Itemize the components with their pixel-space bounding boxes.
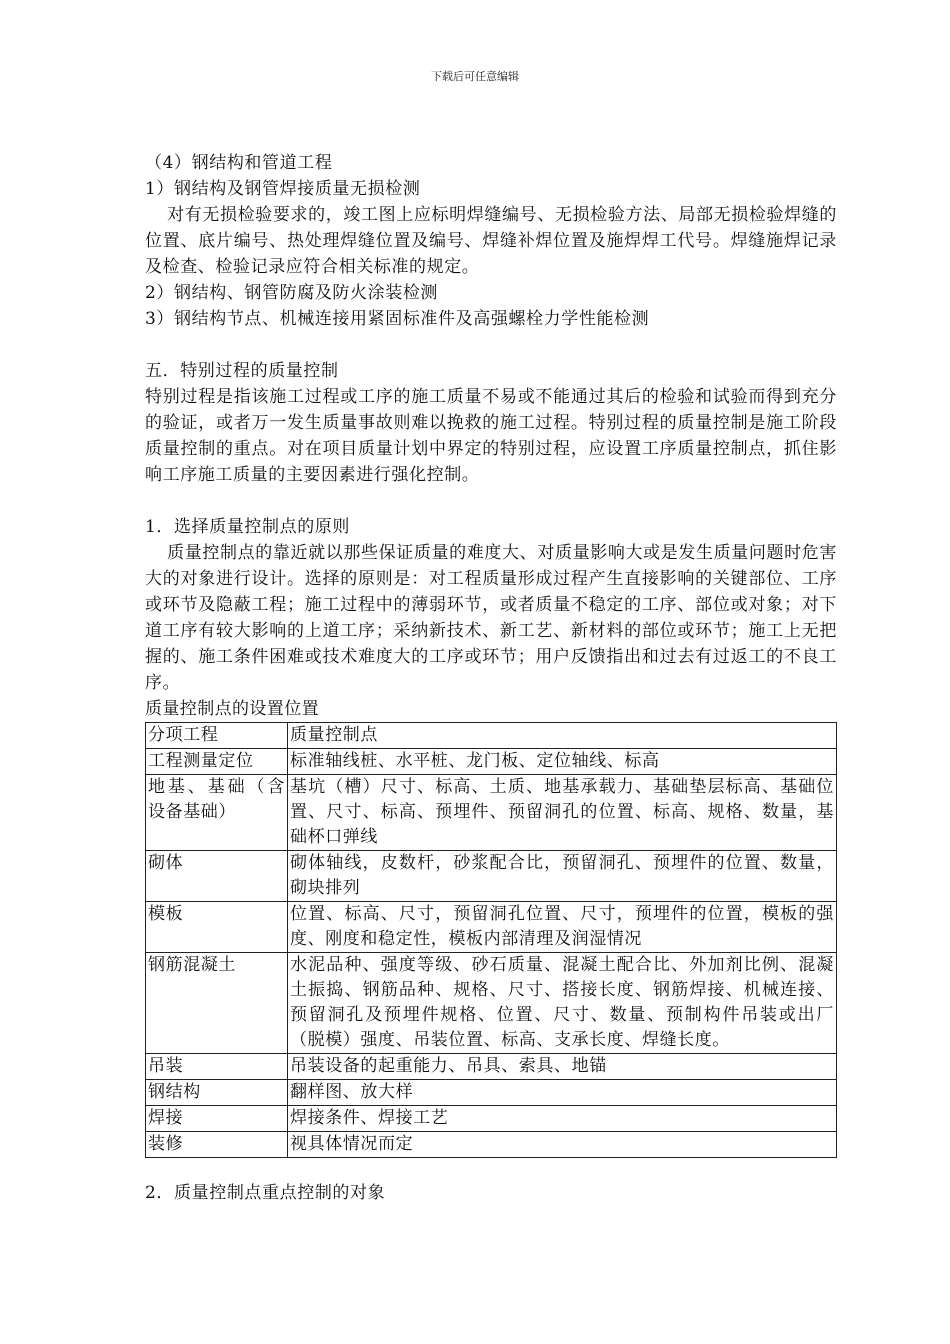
table-row [146,902,837,953]
section-4-item-2: 2）钢结构、钢管防腐及防火涂装检测 [145,283,439,303]
section-4-title: （4）钢结构和管道工程 [145,153,333,173]
table-cell-item: 工程测量定位 [146,749,288,775]
table-header-row [146,723,837,749]
table-row [146,1080,837,1106]
table-cell-item: 地基、基础（含设备基础） [146,775,288,851]
section-4-item-3: 3）钢结构节点、机械连接用紧固标准件及高强螺栓力学性能检测 [145,309,650,329]
table-row [146,775,837,851]
table-cell-points: 水泥品种、强度等级、砂石质量、混凝土配合比、外加剂比例、混凝土振捣、钢筋品种、规格、尺寸、搭接长度、钢筋焊接、机械连接、预留洞孔及预埋件规格、位置、尺寸、数量、预制构件吊装或出厂（脱模）强度、吊装位置、标高、支承长度、焊缝长度。 [288,953,837,1054]
section-4-item-1: 1）钢结构及钢管焊接质量无损检测 [145,179,421,199]
section-5-2-title: 2．质量控制点重点控制的对象 [145,1183,386,1203]
table-cell-item: 钢筋混凝土 [146,953,288,1054]
table-cell-points: 翻样图、放大样 [288,1080,837,1106]
table-cell-item: 钢结构 [146,1080,288,1106]
table-row [146,851,837,902]
page-header: 下载后可任意编辑 [431,70,519,83]
table-cell-points: 视具体情况而定 [288,1132,837,1158]
table-cell-points: 基坑（槽）尺寸、标高、土质、地基承载力、基础垫层标高、基础位置、尺寸、标高、预埋件、预留洞孔的位置、标高、规格、数量，基础杯口弹线 [288,775,837,851]
section-5-1-paragraph: 质量控制点的靠近就以那些保证质量的难度大、对质量影响大或是发生质量问题时危害大的对象进行设计。选择的原则是：对工程质量形成过程产生直接影响的关键部位、工序或环节及隐蔽工程；施工过程中的薄弱环节，或者质量不稳定的工序、部位或对象；对下道工序有较大影响的上道工序；采纳新技术、新工艺、新材料的部位或环节；施工上无把握的、施工条件困难或技术难度大的工序或环节；用户反馈指出和过去有过返工的不良工序。 [145,543,837,693]
table-cell-item: 焊接 [146,1106,288,1132]
section-5-title: 五．特别过程的质量控制 [145,361,339,381]
section-5-paragraph: 特别过程是指该施工过程或工序的施工质量不易或不能通过其后的检验和试验而得到充分的验证，或者万一发生质量事故则难以挽救的施工过程。特别过程的质量控制是施工阶段质量控制的重点。对在项目质量计划中界定的特别过程，应设置工序质量控制点，抓住影响工序施工质量的主要因素进行强化控制。 [145,387,837,485]
table-cell-item: 吊装 [146,1054,288,1080]
section-4-item-1-paragraph: 对有无损检验要求的，竣工图上应标明焊缝编号、无损检验方法、局部无损检验焊缝的位置、底片编号、热处理焊缝位置及编号、焊缝补焊位置及施焊焊工代号。焊缝施焊记录及检查、检验记录应符合相关标准的规定。 [145,205,837,277]
table-row [146,1132,837,1158]
table-cell-item: 装修 [146,1132,288,1158]
section-5-1-title: 1．选择质量控制点的原则 [145,517,351,537]
table-header-points: 质量控制点 [288,723,837,749]
table-caption: 质量控制点的设置位置 [145,699,319,719]
table-cell-points: 焊接条件、焊接工艺 [288,1106,837,1132]
table-cell-item: 砌体 [146,851,288,902]
table-cell-points: 吊装设备的起重能力、吊具、索具、地锚 [288,1054,837,1080]
table-cell-points: 标准轴线桩、水平桩、龙门板、定位轴线、标高 [288,749,837,775]
control-points-table [145,722,837,1158]
table-row [146,1106,837,1132]
table-cell-item: 模板 [146,902,288,953]
table-cell-points: 位置、标高、尺寸，预留洞孔位置、尺寸，预埋件的位置，模板的强度、刚度和稳定性，模板内部清理及润湿情况 [288,902,837,953]
table-row [146,749,837,775]
table-header-item: 分项工程 [146,723,288,749]
table-row [146,1054,837,1080]
table-row [146,953,837,1054]
document-body [145,150,837,1206]
table-cell-points: 砌体轴线，皮数杆，砂浆配合比，预留洞孔、预埋件的位置、数量，砌块排列 [288,851,837,902]
